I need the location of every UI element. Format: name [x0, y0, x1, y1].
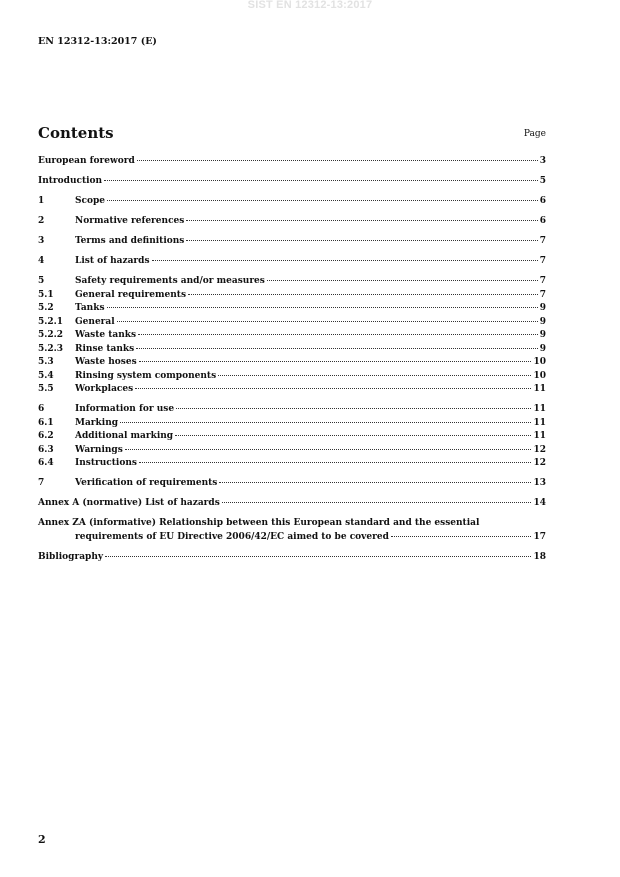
toc-entry-page: 9: [539, 343, 546, 354]
toc-entry-number: 3: [38, 236, 45, 246]
toc-entry-title: Introduction: [38, 176, 103, 186]
toc-entry-page: 9: [539, 303, 546, 313]
toc-leader-dots: [136, 348, 538, 349]
toc-entry-number: 6.2: [38, 431, 54, 441]
toc-entry[interactable]: [38, 235, 546, 249]
toc-entry[interactable]: [38, 255, 546, 269]
toc-entry-number: 6.1: [38, 417, 54, 428]
toc-entry-number: 5.4: [38, 370, 54, 381]
toc-entry-page: 14: [533, 498, 546, 508]
toc-entry-page: 9: [539, 330, 546, 340]
toc-entry-title: Verification of requirements: [75, 478, 218, 488]
toc-entry-title: Tanks: [75, 303, 105, 313]
toc-entry-title: Instructions: [75, 458, 137, 468]
toc-leader-dots: [104, 180, 538, 181]
toc-entry[interactable]: [38, 316, 546, 330]
toc-leader-dots: [139, 462, 532, 463]
toc-entry-title: Safety requirements and/or measures: [75, 276, 265, 286]
toc-entry-number: 7: [38, 478, 45, 488]
toc-entry-number: 5.2.3: [38, 343, 64, 354]
toc-entry[interactable]: [38, 444, 546, 458]
toc-leader-dots: [105, 556, 531, 557]
toc-entry-number: 5.5: [38, 384, 54, 394]
toc-leader-dots: [186, 220, 537, 221]
toc-entry-title-continued: requirements of EU Directive 2006/42/EC aimed to be covered: [75, 531, 389, 542]
toc-leader-dots: [138, 334, 538, 335]
toc-entry-title: Annex A (normative) List of hazards: [38, 498, 220, 508]
toc-entry-title: Scope: [75, 196, 106, 206]
toc-entry-title: Waste hoses: [75, 357, 137, 367]
toc-leader-dots: [218, 375, 531, 376]
toc-entry-number: 6.4: [38, 458, 54, 468]
toc-leader-dots: [137, 160, 538, 161]
toc-entry-number: 2: [38, 216, 45, 226]
toc-entry[interactable]: [38, 155, 546, 169]
toc-entry[interactable]: [38, 343, 546, 357]
toc-entry-page: 7: [539, 289, 546, 300]
toc-leader-dots: [219, 482, 531, 483]
toc-entry-page: 7: [539, 236, 546, 246]
toc-entry-number: 5: [38, 276, 45, 286]
toc-leader-dots: [186, 240, 537, 241]
toc-entry[interactable]: [38, 457, 546, 471]
toc-entry[interactable]: [38, 497, 546, 511]
watermark: SIST EN 12312-13:2017: [247, 0, 373, 11]
toc-entry-title: Warnings: [75, 444, 123, 455]
toc-leader-dots: [117, 321, 538, 322]
toc-leader-dots: [267, 280, 538, 281]
toc-entry-title: Marking: [75, 417, 119, 428]
toc-leader-dots: [188, 294, 538, 295]
table-of-contents: [38, 155, 546, 564]
toc-entry-page: 13: [533, 478, 546, 488]
toc-entry[interactable]: [38, 175, 546, 189]
toc-entry-page: 6: [539, 196, 546, 206]
toc-entry[interactable]: [38, 275, 546, 289]
toc-entry-page: 11: [533, 404, 546, 414]
toc-entry[interactable]: [38, 195, 546, 209]
toc-entry[interactable]: [38, 289, 546, 303]
toc-leader-dots: [125, 449, 532, 450]
toc-leader-dots: [107, 307, 538, 308]
toc-entry[interactable]: [38, 551, 546, 565]
toc-entry[interactable]: [38, 531, 546, 545]
toc-leader-dots: [176, 408, 531, 409]
toc-entry-page: 12: [533, 458, 546, 468]
page-column-label: Page: [523, 129, 546, 139]
toc-entry[interactable]: [38, 370, 546, 384]
toc-entry-page: 9: [539, 316, 546, 327]
toc-entry-number: 1: [38, 196, 45, 206]
toc-entry-line[interactable]: [38, 517, 546, 531]
toc-entry-title: Additional marking: [75, 431, 174, 441]
toc-entry-page: 17: [533, 531, 546, 542]
toc-leader-dots: [107, 200, 538, 201]
toc-entry[interactable]: [38, 329, 546, 343]
toc-entry-page: 10: [533, 357, 546, 367]
toc-leader-dots: [152, 260, 538, 261]
toc-entry-title: General requirements: [75, 289, 187, 300]
toc-leader-dots: [139, 361, 532, 362]
toc-leader-dots: [120, 422, 531, 423]
toc-entry-number: 5.2: [38, 303, 54, 313]
toc-entry-number: 6: [38, 404, 45, 414]
toc-entry-page: 7: [539, 256, 546, 266]
toc-entry[interactable]: [38, 403, 546, 417]
toc-entry[interactable]: [38, 302, 546, 316]
toc-entry-title: Rinse tanks: [75, 343, 135, 354]
toc-leader-dots: [135, 388, 531, 389]
toc-entry[interactable]: [38, 215, 546, 229]
toc-leader-dots: [391, 536, 532, 537]
toc-entry-title: Rinsing system components: [75, 370, 217, 381]
toc-entry-page: 11: [533, 384, 546, 394]
toc-entry-title: European foreword: [38, 156, 135, 166]
toc-entry-page: 7: [539, 276, 546, 286]
toc-entry-page: 11: [533, 431, 546, 441]
toc-entry-page: 12: [533, 444, 546, 455]
toc-entry-title: Waste tanks: [75, 330, 137, 340]
toc-entry-title: Annex ZA (informative) Relationship between this European standard and the essential: [38, 518, 480, 528]
toc-entry[interactable]: [38, 417, 546, 431]
toc-entry-title: Information for use: [75, 404, 175, 414]
toc-entry-number: 5.2.1: [38, 316, 64, 327]
toc-entry-number: 4: [38, 256, 45, 266]
toc-entry-page: 3: [539, 156, 546, 166]
toc-entry-page: 6: [539, 216, 546, 226]
contents-title: Contents: [38, 124, 114, 142]
toc-entry-number: 6.3: [38, 444, 54, 455]
toc-leader-dots: [175, 435, 531, 436]
toc-entry-page: 10: [533, 370, 546, 381]
page-number: 2: [38, 833, 46, 846]
toc-entry[interactable]: [38, 477, 546, 491]
toc-entry-page: 11: [533, 417, 546, 428]
toc-entry-title: List of hazards: [75, 256, 150, 266]
toc-entry-title: General: [75, 316, 115, 327]
toc-entry-title: Terms and definitions: [75, 236, 185, 246]
toc-entry-number: 5.1: [38, 289, 54, 300]
toc-entry[interactable]: [38, 356, 546, 370]
toc-leader-dots: [222, 502, 532, 503]
toc-entry-page: 5: [539, 176, 546, 186]
document-id: EN 12312-13:2017 (E): [38, 36, 157, 47]
toc-entry[interactable]: [38, 430, 546, 444]
toc-entry-title: Workplaces: [75, 384, 134, 394]
toc-entry-title: Normative references: [75, 216, 185, 226]
toc-entry-number: 5.3: [38, 357, 54, 367]
toc-entry[interactable]: [38, 383, 546, 397]
toc-entry-title: Bibliography: [38, 551, 104, 562]
toc-entry-number: 5.2.2: [38, 330, 64, 340]
toc-entry-page: 18: [533, 551, 546, 562]
